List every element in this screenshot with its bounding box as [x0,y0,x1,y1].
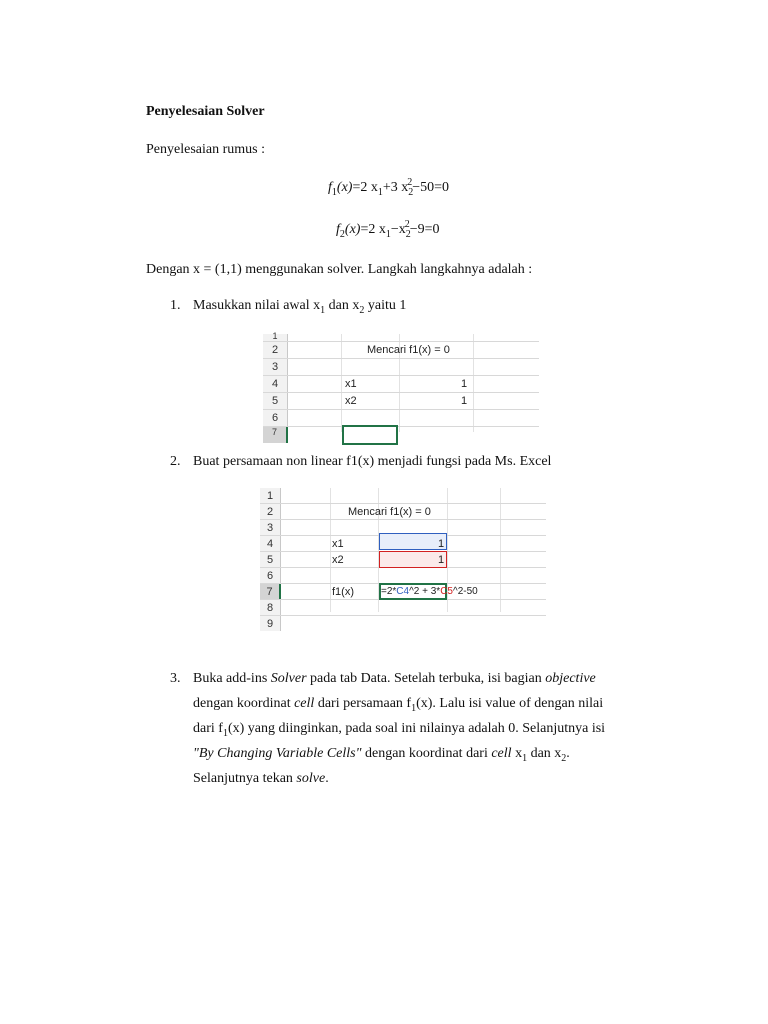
sheet-row [263,342,539,359]
sheet-row [263,393,539,410]
step-1-number: 1. [170,298,181,313]
x2-value-cell: 1 [461,395,468,407]
x1-label-cell: x1 [345,378,357,390]
step-3-number: 3. [170,671,181,686]
step-3-paragraph [193,666,673,791]
row-header: 1 [260,488,281,503]
sheet-row [260,488,546,504]
step-3-line-4: "By Changing Variable Cells" dengan koordinat dari cell $x_1$ dan $x_2$. [193,746,570,764]
spreadsheet-screenshot-1 [263,331,539,437]
row-header: 8 [260,600,281,615]
step-1-text: Masukkan nilai awal $x_1$ dan $x_2$ yaitu 1 [193,298,407,316]
sheet-title-cell: Mencari f1(x) = 0 [348,505,431,518]
c4-reference-highlight [379,533,447,550]
sheet-row [260,616,546,631]
step-3-line-3: dari $f_1(x)$ yang diinginkan, pada soal ini nilainya adalah 0. Selanjutnya isi [193,721,606,739]
row-header: 7 [260,584,281,599]
equation-f1: $f_1(x)=2$ $x_1+3$ $x_2^2-50=0$ [328,177,450,198]
statement-text: Dengan x = (1,1) menggunakan solver. Langkah langkahnya adalah : [146,262,533,277]
sheet-row [260,600,546,616]
x1-label-cell: x1 [332,537,344,550]
sheet-row [263,331,539,342]
sheet-title-cell: Mencari f1(x) = 0 [367,344,450,356]
x1-value-cell: 1 [461,378,468,390]
row-header: 9 [260,616,281,631]
f1-label-cell: f1(x) [332,585,354,598]
sheet-row [260,584,546,600]
spreadsheet-screenshot-2 [260,488,546,630]
x1-value-cell: 1 [438,537,445,550]
row-header: 2 [260,504,281,519]
row-header: 3 [263,359,288,375]
sheet-row [260,568,546,584]
row-header: 4 [263,376,288,392]
sheet-row [260,552,546,568]
equation-f2: $f_2(x)=2$ $x_1-x_2^2-9=0$ [336,219,440,240]
sheet-row [263,376,539,393]
section-heading: Penyelesaian Solver [146,104,265,119]
sheet-row [263,427,539,443]
step-3-line-5: Selanjutnya tekan solve. [193,771,329,786]
x2-value-cell: 1 [438,553,445,566]
sheet-row [260,504,546,520]
sheet-row [260,536,546,552]
x2-label-cell: x2 [332,553,344,566]
step-2-number: 2. [170,454,181,469]
row-header: 4 [260,536,281,551]
step-3-line-2: dengan koordinat cell dari persamaan $f_1(x)$. Lalu isi value of dengan nilai [193,696,604,714]
c5-reference-highlight [379,551,447,568]
intro-text: Penyelesaian rumus : [146,142,265,157]
row-header: 1 [263,334,288,341]
step-2-text: Buat persamaan non linear f1(x) menjadi fungsi pada Ms. Excel [193,454,552,469]
step-3-line-1: Buka add-ins Solver pada tab Data. Setelah terbuka, isi bagian objective [193,671,596,686]
row-header: 2 [263,342,288,358]
row-header: 3 [260,520,281,535]
sheet-row [263,410,539,427]
row-header: 5 [263,393,288,409]
active-cell-selection [342,425,398,445]
row-header: 6 [263,410,288,426]
row-header: 6 [260,568,281,583]
formula-cell[interactable]: =2* C4 ^2 + 3* C5 ^2-50 [381,586,478,597]
row-header: 5 [260,552,281,567]
sheet-row [263,359,539,376]
x2-label-cell: x2 [345,395,357,407]
row-header: 7 [263,427,288,443]
